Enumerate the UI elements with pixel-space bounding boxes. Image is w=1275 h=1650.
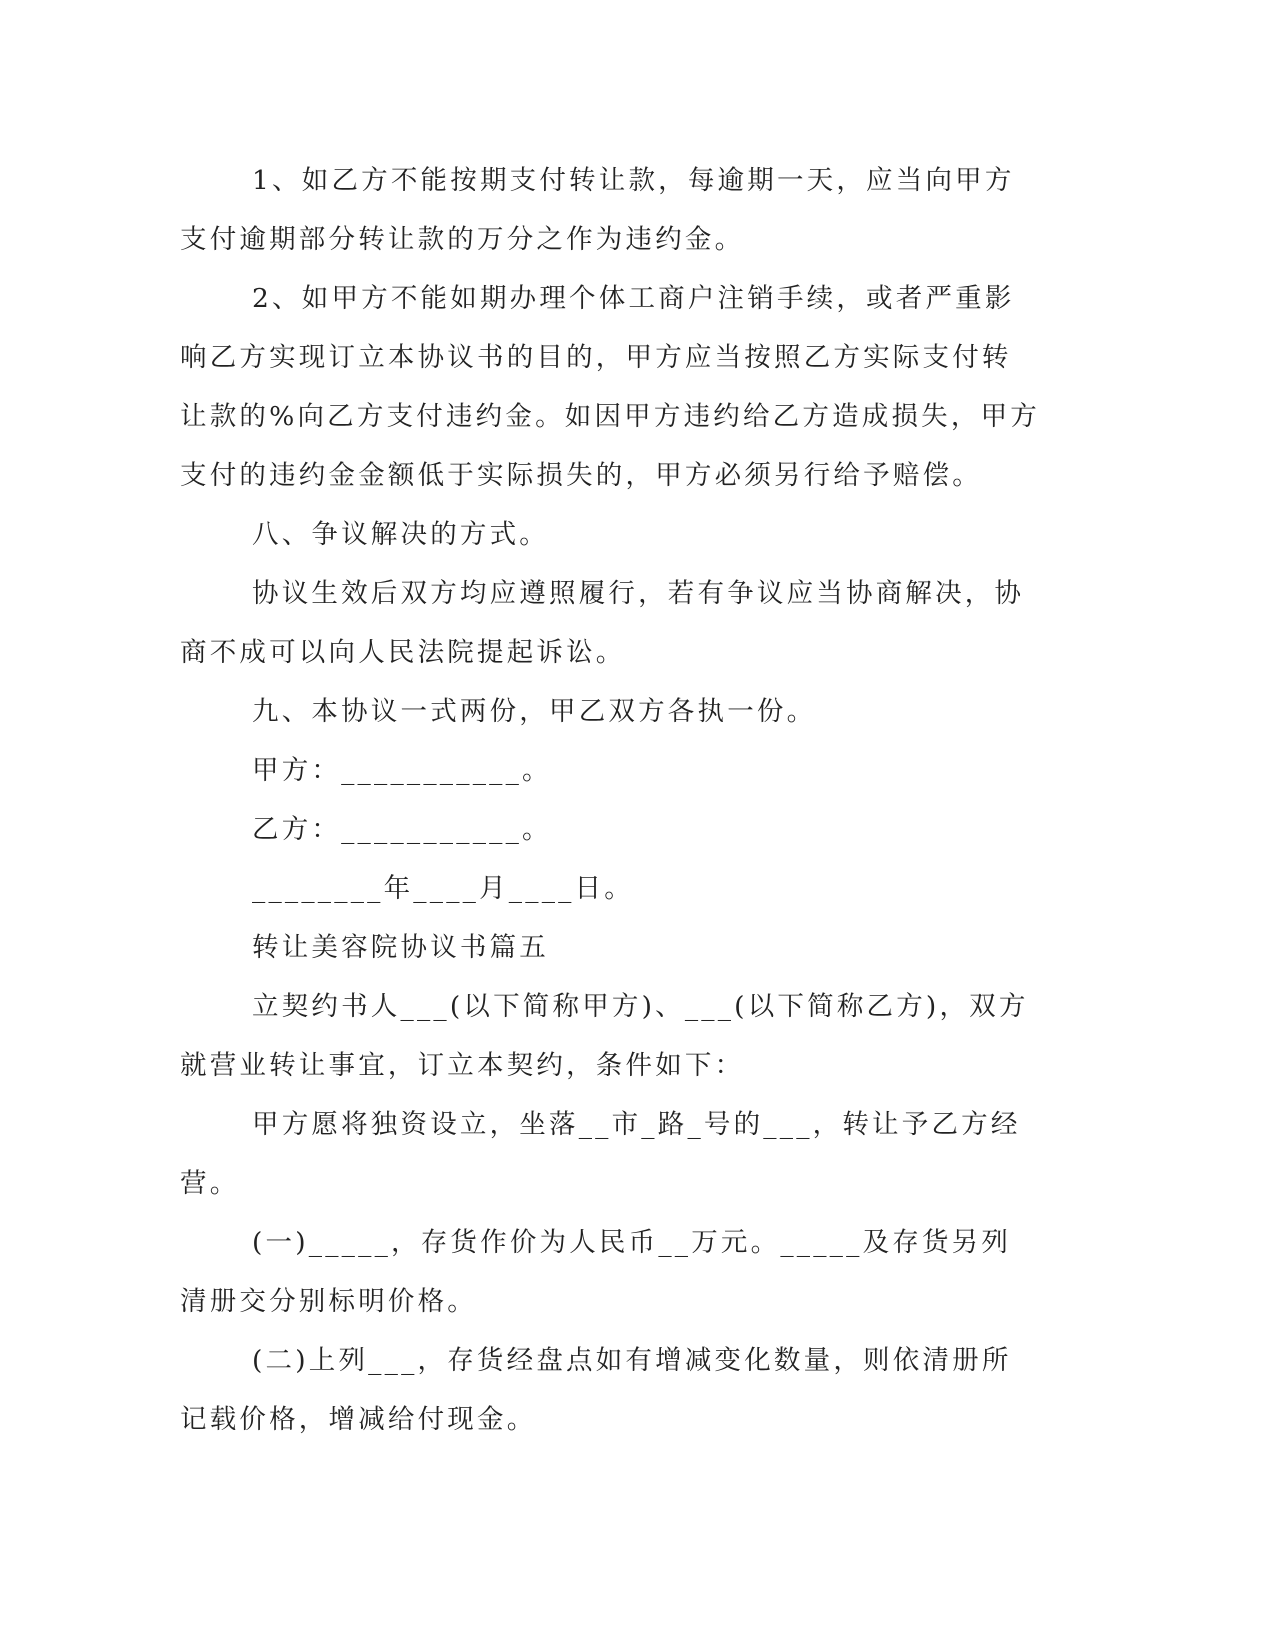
section-heading-copies: 九、本协议一式两份，甲乙双方各执一份。 [252, 696, 817, 727]
clause-transfer-statement: 甲方愿将独资设立，坐落__市_路_号的___，转让予乙方经营。 [180, 1109, 1021, 1199]
clause-dispute-resolution: 协议生效后双方均应遵照履行，若有争议应当协商解决，协商不成可以向人民法院提起诉讼。 [180, 578, 1025, 668]
contract-preamble: 立契约书人___(以下简称甲方)、___(以下简称乙方)，双方就营业转让事宜，订立本契约，条件如下： [180, 991, 1029, 1081]
clause-late-payment-penalty: 1、如乙方不能按期支付转让款，每逾期一天，应当向甲方支付逾期部分转让款的万分之作为违约金。 [180, 165, 1015, 255]
signature-date: ________年____月____日。 [252, 873, 634, 904]
document-title-part-five: 转让美容院协议书篇五 [252, 932, 549, 963]
clause-deregistration-breach: 2、如甲方不能如期办理个体工商户注销手续，或者严重影响乙方实现订立本协议书的目的，甲方应当按照乙方实际支付转让款的%向乙方支付违约金。如因甲方违约给乙方造成损失，甲方支付的违约金金额低于实际损失的，甲方必须另行给予赔偿。 [180, 283, 1040, 491]
clause-item-two: (二)上列___，存货经盘点如有增减变化数量，则依清册所记载价格，增减给付现金。 [180, 1345, 1012, 1435]
signature-party-b: 乙方：___________。 [252, 814, 552, 845]
clause-item-one: (一)_____，存货作价为人民币__万元。_____及存货另列清册交分别标明价格。 [180, 1227, 1012, 1317]
section-heading-dispute-resolution: 八、争议解决的方式。 [252, 519, 549, 550]
signature-party-a: 甲方：___________。 [252, 755, 552, 786]
document-body [180, 151, 1040, 1449]
